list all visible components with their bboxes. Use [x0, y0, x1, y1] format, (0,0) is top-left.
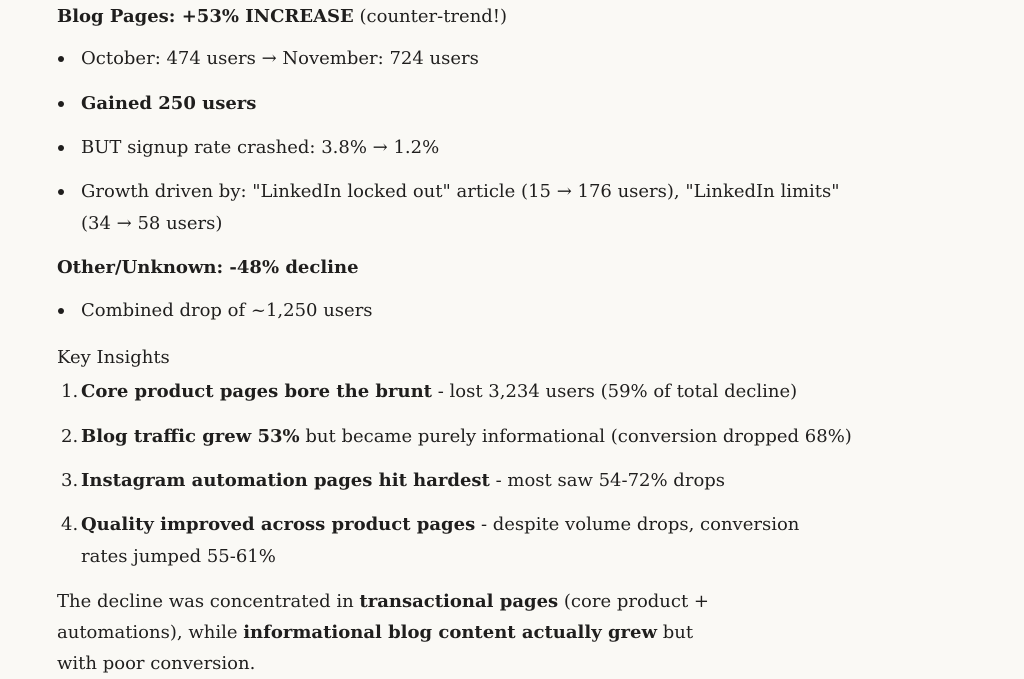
list-item	[81, 88, 901, 120]
bullet-icon	[58, 308, 64, 314]
list-item-text: October: 474 users → November: 724 users	[81, 48, 479, 69]
list-item-text: BUT signup rate crashed: 3.8% → 1.2%	[81, 137, 440, 158]
blog-heading-bold: Blog Pages: +53% INCREASE	[57, 6, 354, 27]
item-bold-text: Blog traffic grew 53%	[81, 426, 300, 447]
item-bold-text: Quality improved across product pages	[81, 514, 476, 535]
bullet-icon	[58, 145, 64, 151]
item-text: - most saw 54-72% drops	[489, 470, 726, 491]
item-text: - despite volume drops, conversion rates jumped 55-61%	[81, 514, 800, 567]
bullet-icon	[58, 56, 64, 62]
blog-section-heading	[57, 1, 507, 33]
insights-heading-text: Key Insights	[57, 347, 170, 368]
list-item	[81, 295, 901, 327]
item-number: 2.	[61, 426, 79, 447]
item-bold-text: Instagram automation pages hit hardest	[81, 470, 490, 491]
closing-text: (core product + automations), while	[57, 591, 710, 643]
numbered-item	[61, 421, 881, 453]
numbered-item	[61, 509, 841, 573]
insights-heading	[57, 342, 170, 374]
other-section-heading	[57, 252, 359, 284]
closing-bold-text: informational blog content actually grew	[243, 622, 657, 643]
list-item-text: Growth driven by: "LinkedIn locked out" article (15 → 176 users), "LinkedIn limits" (34 → 58 users)	[81, 181, 840, 234]
closing-paragraph	[57, 586, 717, 679]
other-heading-bold: Other/Unknown: -48% decline	[57, 257, 359, 278]
numbered-item	[61, 465, 881, 497]
item-text: - lost 3,234 users (59% of total decline)	[431, 381, 798, 402]
bullet-icon	[58, 101, 64, 107]
list-item-text: Combined drop of ~1,250 users	[81, 300, 373, 321]
blog-heading-note: (counter-trend!)	[353, 6, 508, 27]
numbered-item	[61, 376, 881, 408]
list-item-text: Gained 250 users	[81, 93, 257, 114]
closing-bold-text: transactional pages	[359, 591, 559, 612]
item-text: but became purely informational (conversion dropped 68%)	[299, 426, 852, 447]
bullet-icon	[58, 189, 64, 195]
list-item	[81, 132, 901, 164]
item-number: 1.	[61, 381, 79, 402]
item-number: 4.	[61, 514, 79, 535]
list-item	[81, 43, 901, 75]
closing-text: but with poor conversion.	[57, 622, 694, 674]
closing-text: The decline was concentrated in	[57, 591, 360, 612]
item-number: 3.	[61, 470, 79, 491]
item-bold-text: Core product pages bore the brunt	[81, 381, 432, 402]
list-item	[81, 176, 871, 240]
